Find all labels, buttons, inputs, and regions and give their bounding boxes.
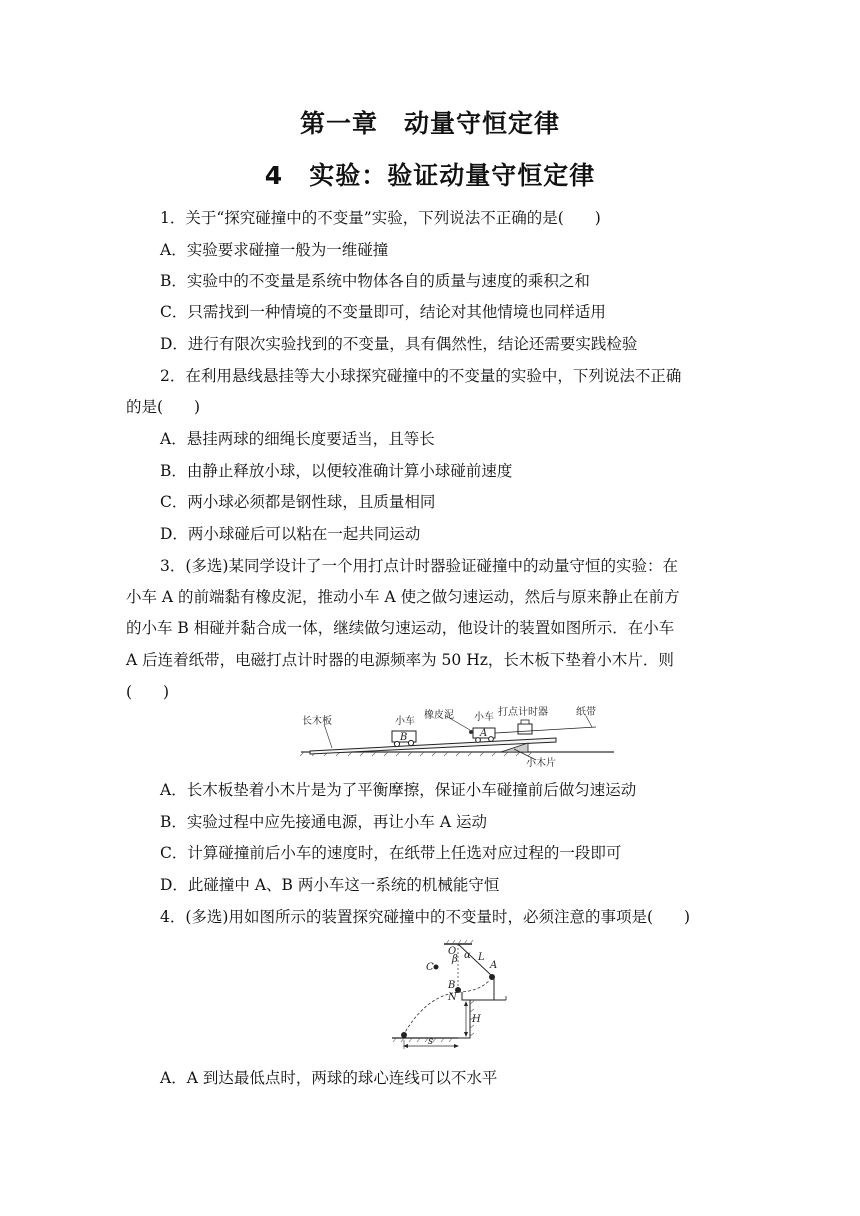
label-putty: 橡皮泥	[424, 710, 454, 721]
q3-stem-line1: 3．(多选)某同学设计了一个用打点计时器验证碰撞中的动量守恒的实验：在	[160, 557, 678, 575]
section-title: 4 实验：验证动量守恒定律	[264, 161, 596, 190]
label-cart-b-letter: B	[400, 732, 408, 743]
q3-option-d: D．此碰撞中 A、B 两小车这一系统的机械能守恒	[160, 876, 500, 894]
q3-option-c: C．计算碰撞前后小车的速度时，在纸带上任选对应过程的一段即可	[160, 844, 622, 862]
q2-option-b: B．由静止释放小球，以便较准确计算小球碰前速度	[160, 462, 513, 480]
q2-stem-line2: 的是( )	[126, 398, 201, 416]
label-o: O	[448, 946, 457, 957]
q4-stem: 4．(多选)用如图所示的装置探究碰撞中的不变量时，必须注意的事项是( )	[160, 908, 691, 926]
label-n: N	[448, 992, 457, 1003]
q3-stem-line4: A 后连着纸带，电磁打点计时器的电源频率为 50 Hz，长木板下垫着小木片．则	[126, 651, 674, 669]
q4-option-a: A．A 到达最低点时，两球的球心连线可以不水平	[160, 1069, 498, 1087]
label-timer: 打点计时器	[498, 707, 548, 718]
label-cart-a-letter: A	[480, 728, 488, 739]
q2-option-c: C．两小球必须都是钢性球，且质量相同	[160, 493, 436, 511]
q1-option-c: C．只需找到一种情境的不变量即可，结论对其他情境也同样适用	[160, 303, 606, 321]
q2-stem-line1: 2．在利用悬线悬挂等大小球探究碰撞中的不变量的实验中，下列说法不正确	[160, 367, 682, 385]
label-alpha: α	[464, 950, 471, 961]
q2-option-d: D．两小球碰后可以粘在一起共同运动	[160, 525, 421, 543]
cart-collision-figure	[296, 702, 626, 770]
q1-option-b: B．实验中的不变量是系统中物体各自的质量与速度的乘积之和	[160, 272, 590, 290]
q3-stem-line3: 的小车 B 相碰并黏合成一体，继续做匀速运动，他设计的装置如图所示．在小车	[126, 619, 675, 637]
q1-option-d: D．进行有限次实验找到的不变量，具有偶然性，结论还需要实践检验	[160, 335, 638, 353]
q3-option-b: B．实验过程中应先接通电源，再让小车 A 运动	[160, 813, 487, 831]
chapter-title: 第一章 动量守恒定律	[299, 109, 560, 138]
q2-option-a: A．悬挂两球的细绳长度要适当，且等长	[160, 430, 435, 448]
label-s: s	[428, 1036, 434, 1047]
q3-stem-line5: ( )	[126, 683, 170, 701]
label-beta: β	[452, 954, 458, 965]
q1-option-a: A．实验要求碰撞一般为一维碰撞	[160, 241, 389, 259]
label-b: B	[448, 980, 456, 991]
label-tape: 纸带	[576, 707, 596, 718]
label-h: H	[472, 1014, 481, 1025]
q3-stem-line2: 小车 A 的前端黏有橡皮泥，推动小车 A 使之做匀速运动，然后与原来静止在前方	[126, 588, 680, 606]
label-c: C	[426, 962, 434, 973]
label-cart-b: 小车	[395, 716, 415, 727]
label-long-board: 长木板	[302, 716, 332, 727]
q1-stem: 1．关于“探究碰撞中的不变量”实验，下列说法不正确的是( )	[160, 209, 601, 227]
label-l: L	[478, 952, 485, 963]
label-a: A	[490, 960, 498, 971]
q3-option-a: A．长木板垫着小木片是为了平衡摩擦，保证小车碰撞前后做匀速运动	[160, 781, 637, 799]
label-wedge: 小木片	[526, 758, 556, 769]
label-cart-a: 小车	[474, 712, 494, 723]
pendulum-collision-figure	[386, 934, 520, 1054]
